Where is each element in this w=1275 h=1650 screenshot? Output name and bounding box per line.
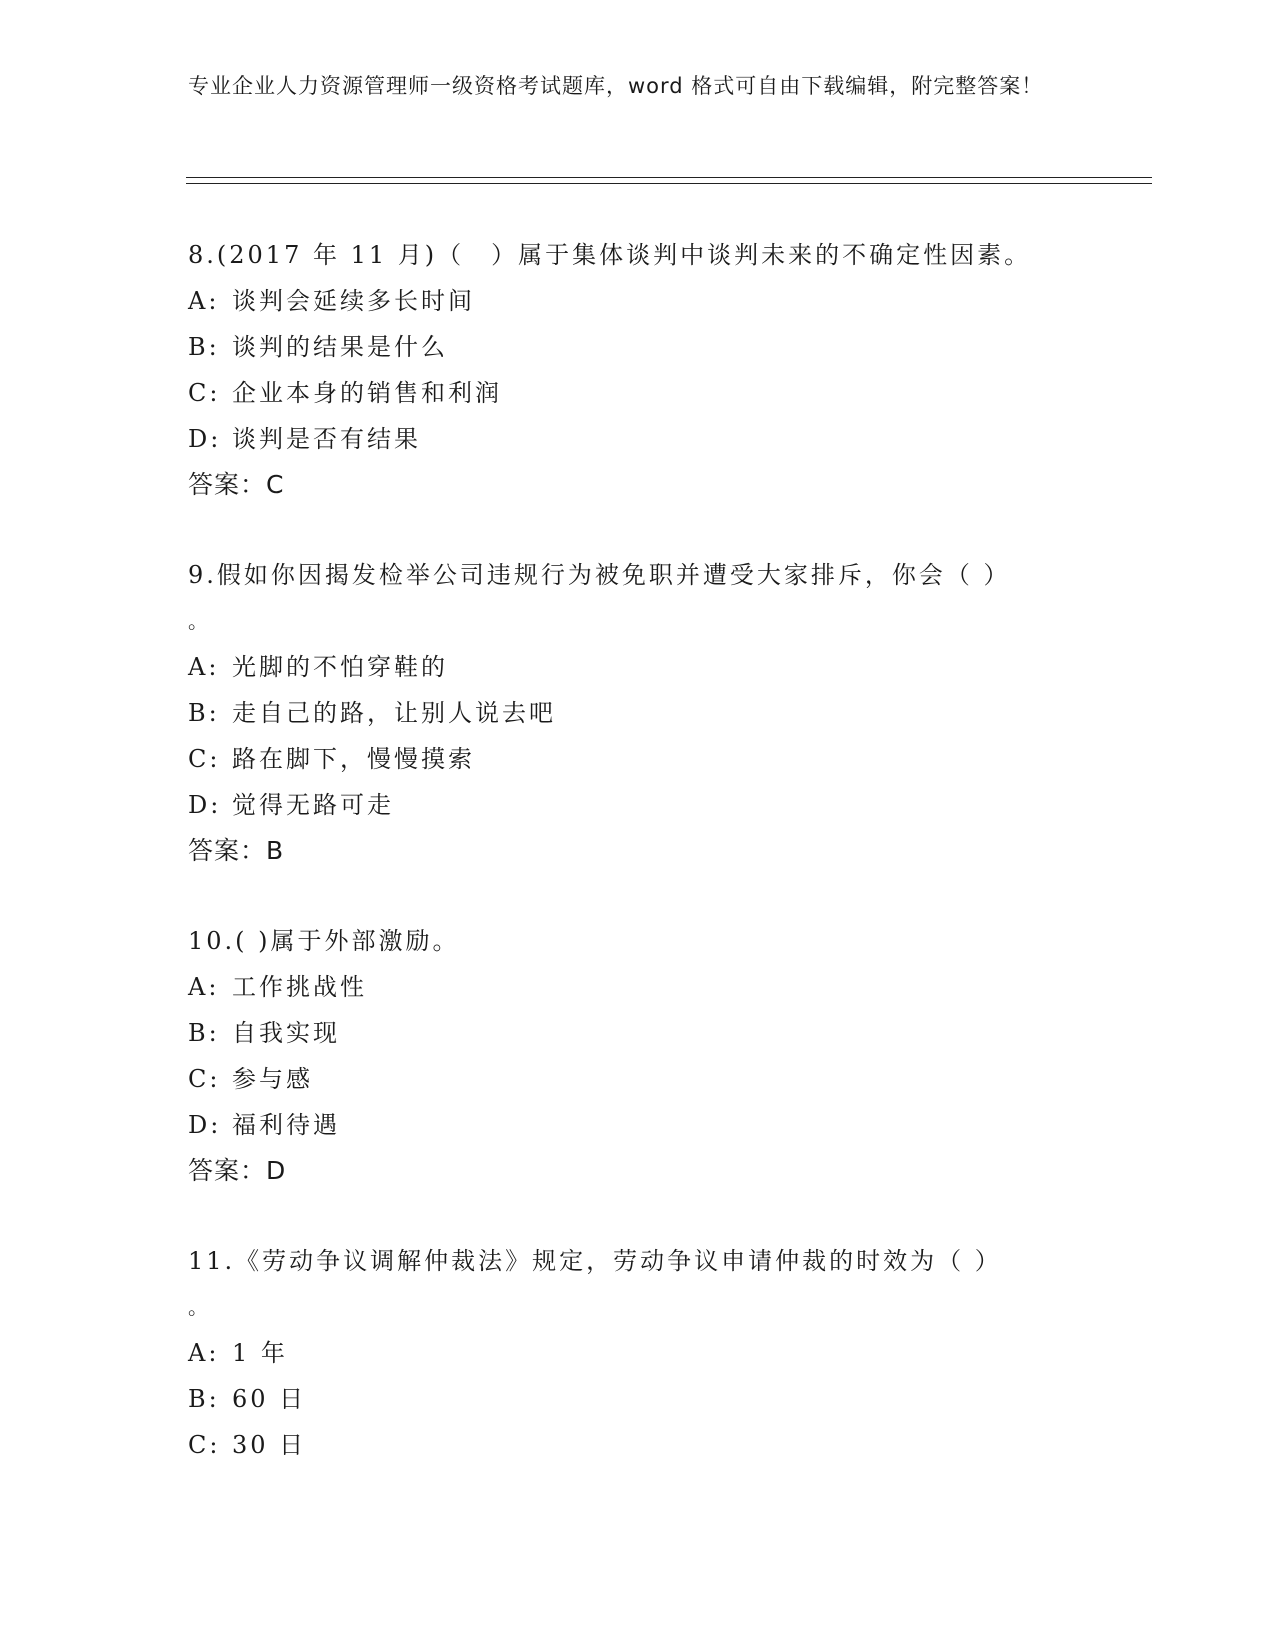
answer-label: 答案：D xyxy=(188,1156,287,1185)
option-a xyxy=(188,644,1088,690)
option-b xyxy=(188,324,1088,370)
question-list xyxy=(188,232,1088,1512)
option-text: 谈判的结果是什么 xyxy=(232,333,448,361)
option-a xyxy=(188,1330,1088,1376)
option-b xyxy=(188,1376,1088,1422)
option-letter: D: xyxy=(188,791,222,819)
option-letter: C: xyxy=(188,379,221,407)
question-11 xyxy=(188,1238,1088,1468)
option-letter: A: xyxy=(188,1339,220,1367)
option-text: 觉得无路可走 xyxy=(232,791,394,819)
option-b xyxy=(188,690,1088,736)
option-a xyxy=(188,964,1088,1010)
answer-label: 答案：C xyxy=(188,470,285,499)
question-stem: 11.《劳动争议调解仲裁法》规定，劳动争议申请仲裁的时效为（ ） xyxy=(188,1247,1002,1275)
option-text: 30 日 xyxy=(232,1431,307,1459)
header-divider-top xyxy=(186,177,1152,178)
option-letter: B: xyxy=(188,699,220,727)
option-letter: B: xyxy=(188,1019,220,1047)
option-letter: A: xyxy=(188,973,220,1001)
option-letter: C: xyxy=(188,1065,221,1093)
option-text: 路在脚下，慢慢摸索 xyxy=(232,745,475,773)
question-stem: 8.(2017 年 11 月)（ ）属于集体谈判中谈判未来的不确定性因素。 xyxy=(188,241,1032,269)
option-text: 自我实现 xyxy=(232,1019,340,1047)
option-c xyxy=(188,1056,1088,1102)
question-stem-continuation: 。 xyxy=(188,1295,211,1319)
option-letter: B: xyxy=(188,1385,220,1413)
question-stem: 9.假如你因揭发检举公司违规行为被免职并遭受大家排斥，你会（ ） xyxy=(188,561,1011,589)
option-text: 谈判是否有结果 xyxy=(232,425,421,453)
option-letter: C: xyxy=(188,1431,221,1459)
option-text: 企业本身的销售和利润 xyxy=(232,379,502,407)
option-text: 福利待遇 xyxy=(232,1111,340,1139)
option-b xyxy=(188,1010,1088,1056)
option-a xyxy=(188,278,1088,324)
option-d xyxy=(188,782,1088,828)
option-letter: A: xyxy=(188,287,220,315)
answer-label: 答案：B xyxy=(188,836,285,865)
option-letter: D: xyxy=(188,425,222,453)
question-8 xyxy=(188,232,1088,508)
option-text: 谈判会延续多长时间 xyxy=(232,287,475,315)
option-c xyxy=(188,370,1088,416)
page-header xyxy=(188,70,1068,103)
question-stem: 10.( )属于外部激励。 xyxy=(188,927,460,955)
option-letter: C: xyxy=(188,745,221,773)
option-c xyxy=(188,736,1088,782)
question-9 xyxy=(188,552,1088,874)
option-letter: B: xyxy=(188,333,220,361)
option-text: 工作挑战性 xyxy=(232,973,367,1001)
header-divider-bottom xyxy=(186,183,1152,184)
option-letter: A: xyxy=(188,653,220,681)
option-text: 走自己的路，让别人说去吧 xyxy=(232,699,556,727)
option-text: 1 年 xyxy=(232,1339,288,1367)
header-text: 专业企业人力资源管理师一级资格考试题库，word 格式可自由下载编辑，附完整答案！ xyxy=(188,74,1044,98)
option-c xyxy=(188,1422,1088,1468)
option-d xyxy=(188,416,1088,462)
option-letter: D: xyxy=(188,1111,222,1139)
option-text: 参与感 xyxy=(232,1065,313,1093)
option-d xyxy=(188,1102,1088,1148)
question-10 xyxy=(188,918,1088,1194)
option-text: 60 日 xyxy=(232,1385,307,1413)
option-text: 光脚的不怕穿鞋的 xyxy=(232,653,448,681)
question-stem-continuation: 。 xyxy=(188,609,211,633)
